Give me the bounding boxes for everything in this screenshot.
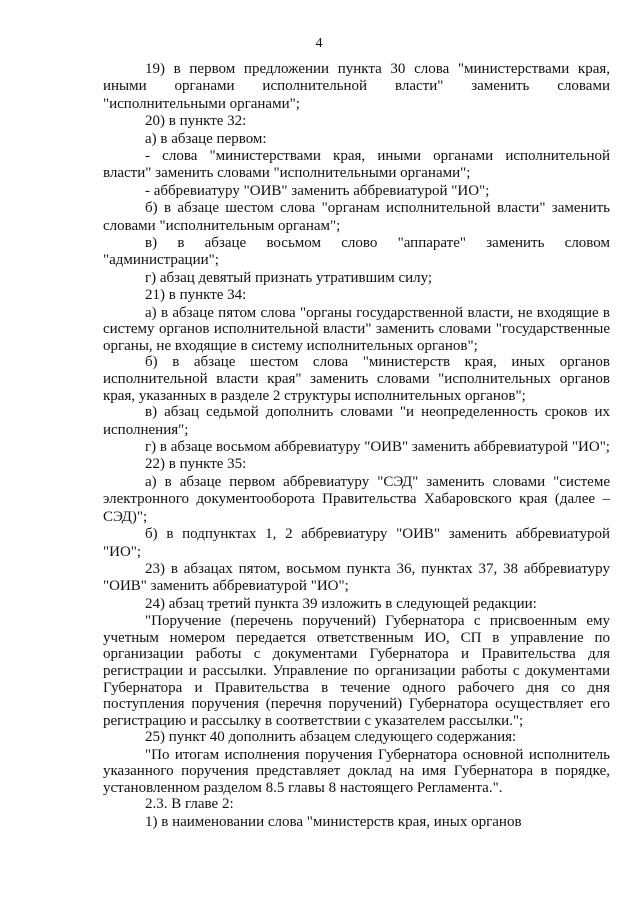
- paragraph: в) в абзаце восьмом слово "аппарате" заменить словом "администрации";: [103, 235, 610, 269]
- paragraph: "Поручение (перечень поручений) Губернатора с присвоенным ему учетным номером передается ответственным ИО, СП в управление по организации работы с документами Губернатора и Правительства для регистрации и рассылки. Управление по организации работы с документами Губернатора и Правительства в течение одного рабочего дня со дня поступления поручения (перечня поручений) Губернатора осуществляет его регистрацию и рассылку в соответствии с указателем рассылки.";: [103, 613, 610, 729]
- paragraph: б) в абзаце шестом слова "органам исполнительной власти" заменить словами "исполнительным органам";: [103, 200, 610, 234]
- paragraph: г) в абзаце восьмом аббревиатуру "ОИВ" заменить аббревиатурой "ИО";: [145, 439, 610, 456]
- paragraph: г) абзац девятый признать утратившим силу;: [145, 269, 433, 286]
- paragraph: 1) в наименовании слова "министерств края, иных органов: [145, 813, 522, 830]
- paragraph: а) в абзаце пятом слова "органы государственной власти, не входящие в систему органов исполнительной власти" заменить словами "государственные органы, не входящие в систему исполнительных органов";: [103, 304, 610, 354]
- paragraph: в) абзац седьмой дополнить словами "и неопределенность сроков их исполнения";: [103, 404, 610, 438]
- paragraph: 20) в пункте 32:: [145, 113, 247, 130]
- paragraph: б) в абзаце шестом слова "министерств края, иных органов исполнительной власти края" заменить словами "исполнительных органов края, указанных в разделе 2 структуры исполнительных органов";: [103, 354, 610, 404]
- paragraph: - аббревиатуру "ОИВ" заменить аббревиатурой "ИО";: [145, 182, 490, 199]
- paragraph: 2.3. В главе 2:: [145, 796, 234, 813]
- paragraph: 19) в первом предложении пункта 30 слова "министерствами края, иными органами исполнительной власти" заменить словами "исполнительными органами";: [103, 61, 610, 112]
- document-body: [103, 61, 610, 831]
- paragraph: б) в подпунктах 1, 2 аббревиатуру "ОИВ" заменить аббревиатурой "ИО";: [103, 526, 610, 560]
- paragraph: а) в абзаце первом:: [145, 130, 267, 147]
- paragraph: 24) абзац третий пункта 39 изложить в следующей редакции:: [145, 595, 537, 612]
- paragraph: - слова "министерствами края, иными органами исполнительной власти" заменить словами "исполнительными органами";: [103, 148, 610, 182]
- paragraph: 21) в пункте 34:: [145, 287, 247, 304]
- paragraph: 23) в абзацах пятом, восьмом пункта 36, пунктах 37, 38 аббревиатуру "ОИВ" заменить аббревиатурой "ИО";: [103, 560, 610, 595]
- paragraph: "По итогам исполнения поручения Губернатора основной исполнитель указанного поручения представляет доклад на имя Губернатора в порядке, установленном разделом 8.5 главы 8 настоящего Регламента.".: [103, 746, 610, 796]
- paragraph: 25) пункт 40 дополнить абзацем следующего содержания:: [145, 729, 517, 746]
- paragraph: а) в абзаце первом аббревиатуру "СЭД" заменить словами "системе электронного документооборота Правительства Хабаровского края (далее – СЭД)";: [103, 473, 610, 525]
- paragraph: 22) в пункте 35:: [145, 456, 247, 473]
- page-number: 4: [315, 36, 323, 51]
